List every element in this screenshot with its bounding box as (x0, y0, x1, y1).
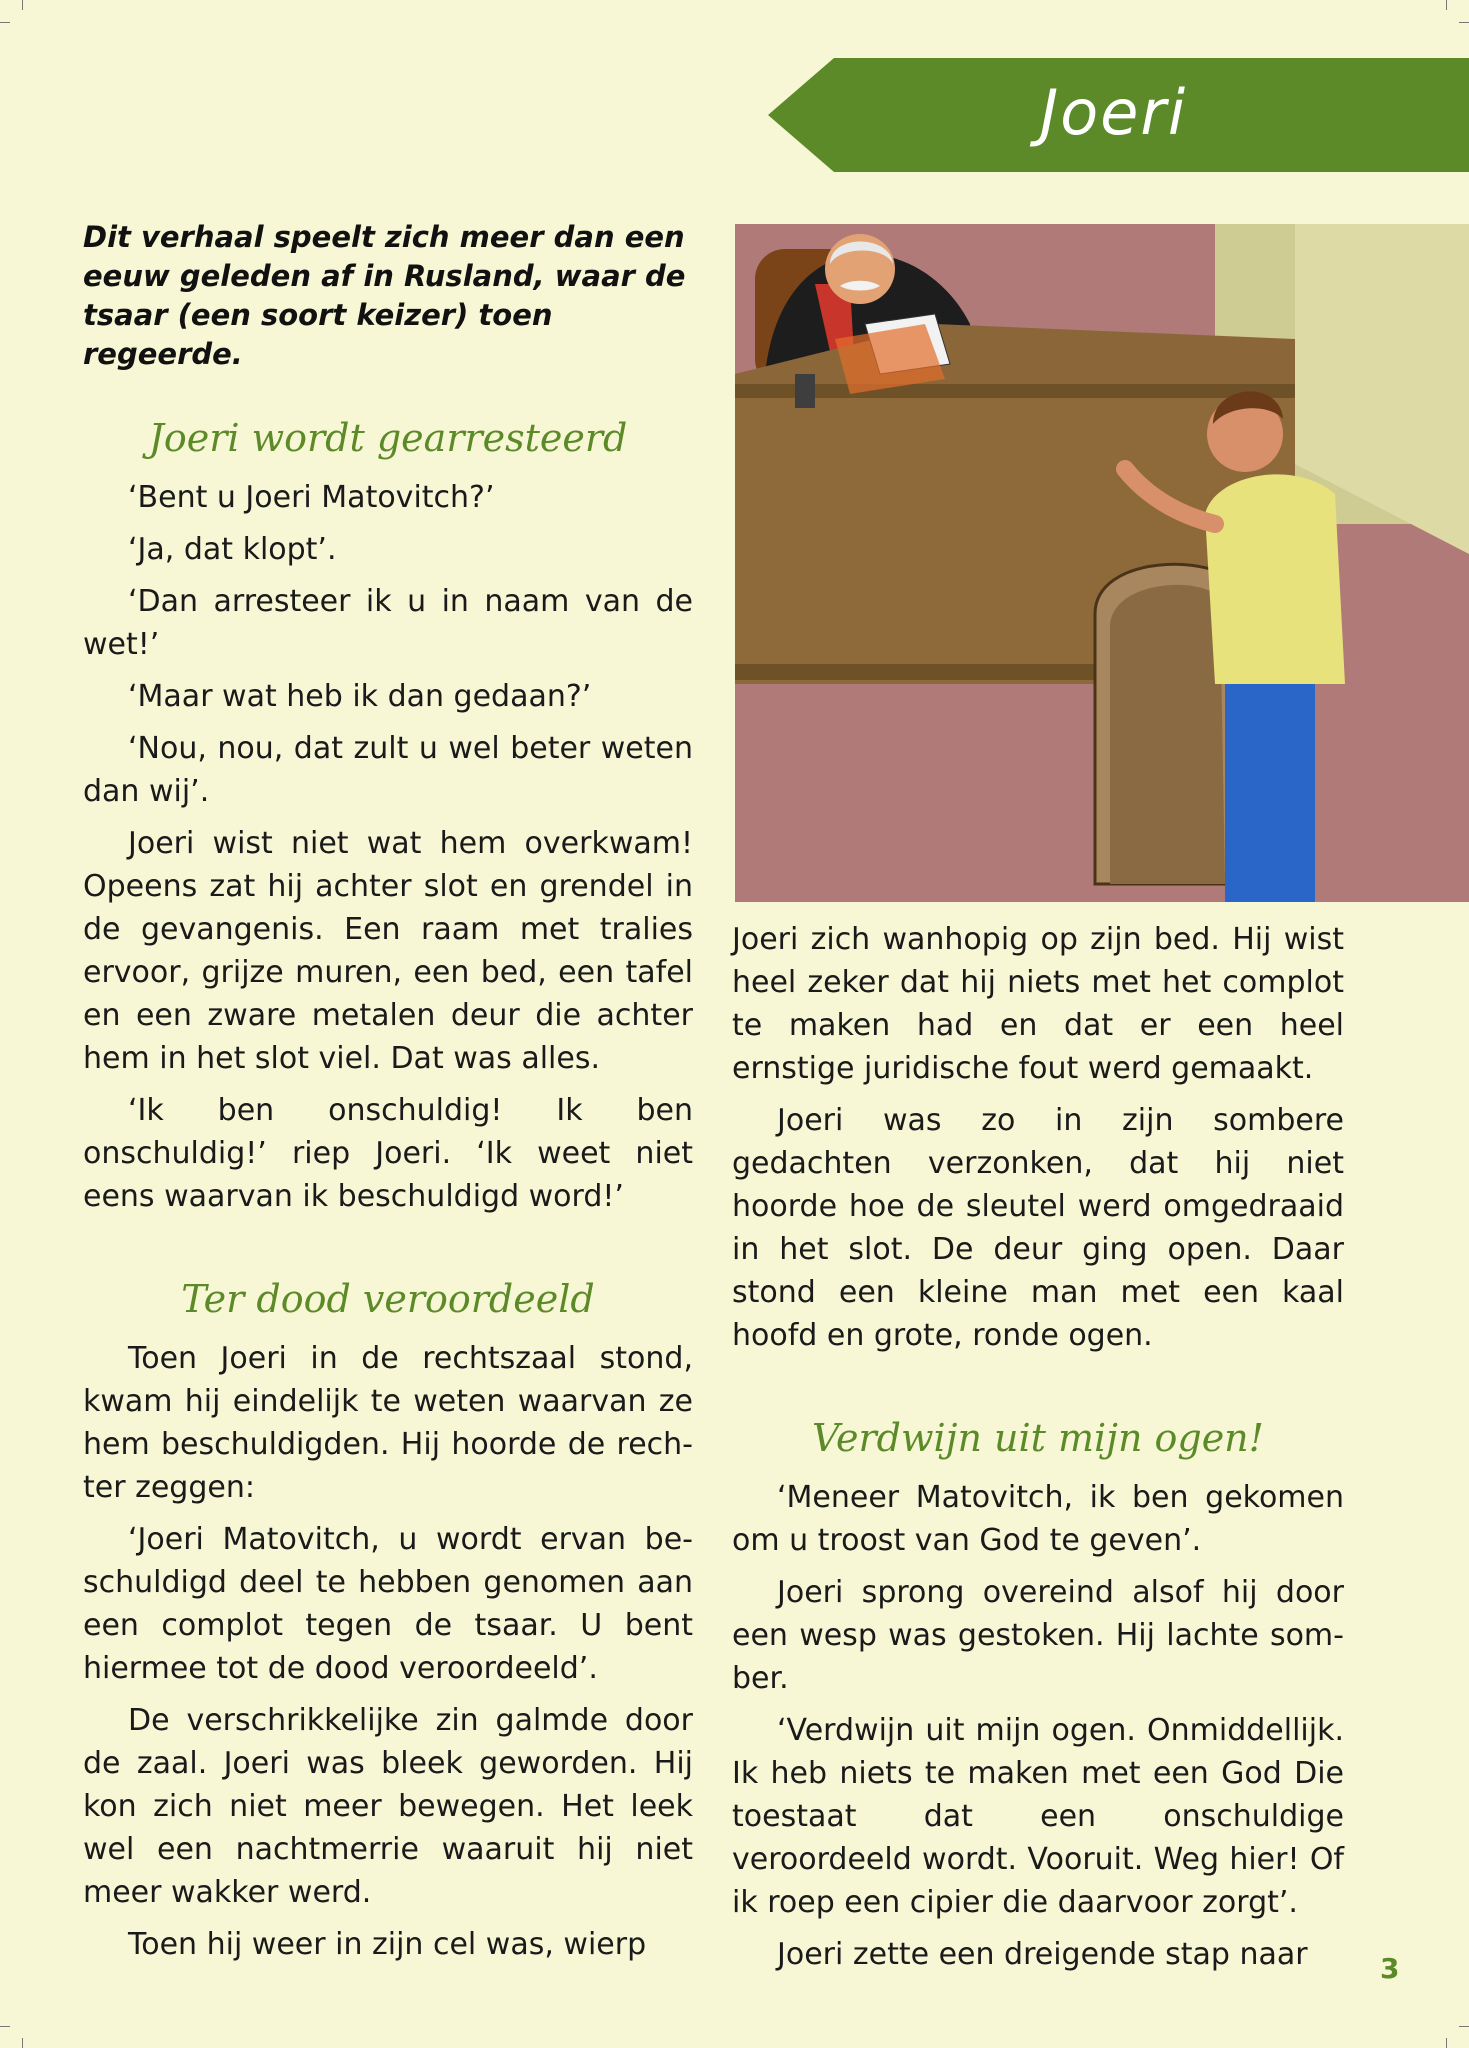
crop-mark (1446, 0, 1447, 10)
paragraph: ‘Ik ben onschuldig! Ik ben onschuldig!’ riep Joeri. ‘Ik weet niet eens waarvan ik beschuldigd word!’ (83, 1093, 693, 1214)
section-heading: Joeri wordt gearresteerd (148, 416, 628, 460)
paragraph: Joeri sprong overeind alsof hij door een wesp was gestoken. Hij lachte somber. (732, 1575, 1344, 1696)
paragraph: ‘Maar wat heb ik dan gedaan?’ (128, 679, 592, 714)
paragraph: Toen Joeri in de rechtszaal stond, kwam hij eindelijk te weten waarvan ze hem beschuldigden. Hij hoorde de rechter zeggen: (83, 1341, 693, 1505)
desk-rail (735, 384, 1295, 398)
dock-inner (1110, 585, 1225, 884)
section-heading: Verdwijn uit mijn ogen! (812, 1416, 1264, 1460)
paragraph: ‘Dan arresteer ik u in naam van de wet!’ (83, 584, 693, 662)
paragraph: Joeri was zo in zijn sombere gedachten verzonken, dat hij niet hoorde hoe de sleutel werd omgedraaid in het slot. De deur ging open. Daar stond een kleine man met een kaal hoofd en grote, ronde ogen. (732, 1103, 1344, 1353)
crop-mark (0, 2026, 10, 2027)
paragraph: Joeri zich wanhopig op zijn bed. Hij wist heel zeker dat hij niets met het complot te maken had en dat er een heel ernstige juridische fout werd gemaakt. (732, 922, 1344, 1086)
section-spacer (83, 1227, 693, 1275)
paragraph: ‘Meneer Matovitch, ik ben gekomen om u troost van God te geven’. (732, 1480, 1344, 1558)
crop-mark (1446, 2038, 1447, 2048)
intro-text: Dit verhaal speelt zich meer dan een eeuw geleden af in Rusland, waar de tsaar (een soort keizer) toen regeerde. (83, 220, 686, 371)
defendant-shirt (1205, 474, 1345, 684)
crop-mark (0, 22, 10, 23)
paragraph: ‘Joeri Matovitch, u wordt ervan beschuldigd deel te hebben genomen aan een complot tegen de tsaar. U bent hiermee tot de dood veroordeeld’. (83, 1522, 693, 1686)
paragraph: De verschrikkelijke zin galmde door de zaal. Joeri was bleek geworden. Hij kon zich niet meer bewegen. Het leek wel een nachtmerrie waaruit hij niet meer wakker werd. (83, 1703, 693, 1910)
crop-mark (1459, 2026, 1469, 2027)
left-column (83, 218, 693, 1975)
page-title: Joeri (1040, 76, 1188, 149)
section-heading: Ter dood veroordeeld (181, 1277, 595, 1321)
courtroom-illustration (735, 224, 1469, 902)
paragraph: ‘Nou, nou, dat zult u wel beter weten dan wij’. (83, 731, 693, 809)
paragraph: ‘Verdwijn uit mijn ogen. Onmiddellijk. Ik heb niets te maken met een God Die toestaat dat een onschuldige veroordeeld wordt. Vooruit. Weg hier! Of ik roep een cipier die daarvoor zorgt’. (732, 1713, 1344, 1920)
paragraph: Joeri wist niet wat hem overkwam! Opeens zat hij achter slot en grendel in de gevangenis. Een raam met tralies ervoor, grijze muren, een bed, een tafel en een zware metalen deur die achter hem in het slot viel. Dat was alles. (83, 826, 693, 1076)
section-spacer (732, 1366, 1344, 1414)
gavel (795, 374, 815, 408)
paragraph: ‘Bent u Joeri Matovitch?’ (128, 480, 495, 515)
crop-mark (1459, 22, 1469, 23)
page-number: 3 (1380, 1952, 1400, 1985)
paragraph: Joeri zette een dreigende stap naar (777, 1937, 1308, 1972)
crop-mark (22, 2038, 23, 2048)
crop-mark (22, 0, 23, 10)
paragraph: ‘Ja, dat klopt’. (128, 532, 337, 567)
right-column (732, 918, 1344, 1985)
defendant-legs (1225, 664, 1315, 902)
paragraph: Toen hij weer in zijn cel was, wierp (128, 1927, 647, 1962)
